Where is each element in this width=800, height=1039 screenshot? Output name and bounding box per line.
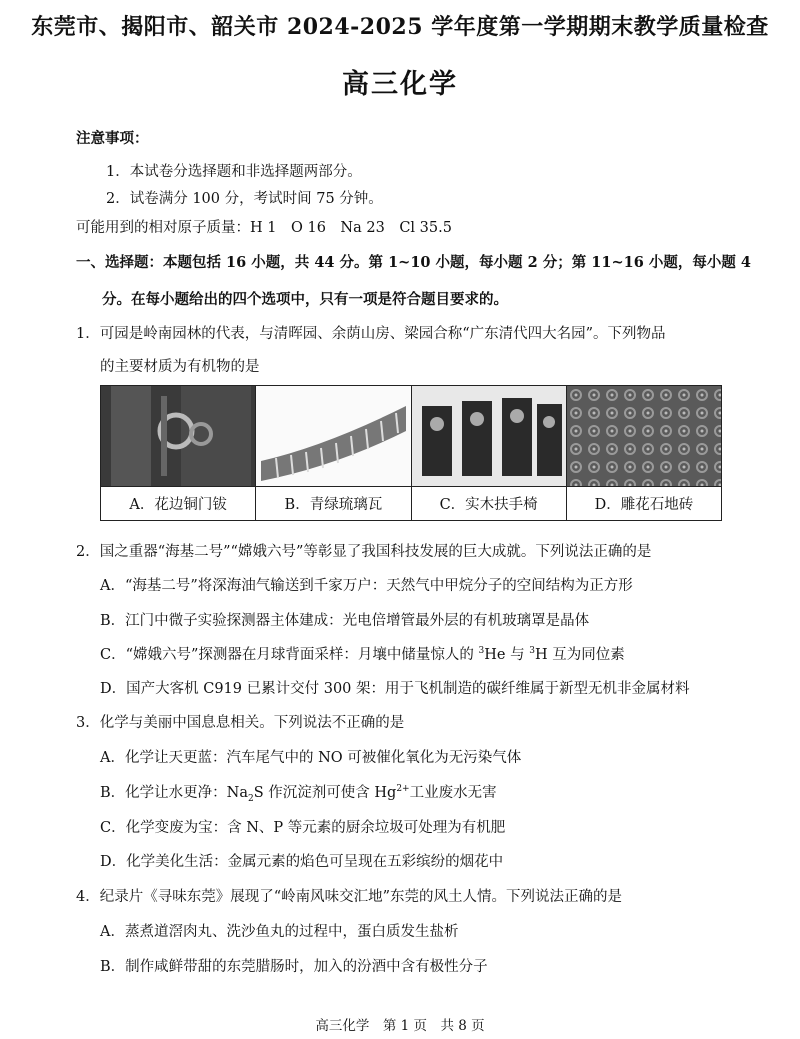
q1-option-d-label: D．雕花石地砖: [594, 497, 694, 513]
subject-title: 高三化学: [342, 69, 458, 100]
q1-stem-line1: 1．可园是岭南园林的代表，与清晖园、余荫山房、梁园合称“广东清代四大名园”。下列物品: [76, 326, 666, 342]
q1-option-b-cell: [256, 386, 411, 520]
q2-option-b: B．江门中微子实验探测器主体建成：光电倍增管最外层的有机玻璃罩是晶体: [100, 613, 590, 629]
q2-option-c-text-3: H 互为同位素: [534, 647, 625, 663]
q2-stem: 2．国之重器“海基二号”“嫦娥六号”等彰显了我国科技发展的巨大成就。下列说法正确的是: [76, 544, 652, 560]
q3-option-d: D．化学美化生活：金属元素的焰色可呈现在五彩缤纷的烟花中: [100, 854, 504, 870]
q2-option-a: A．“海基二号”将深海油气输送到千家万户：天然气中甲烷分子的空间结构为正方形: [100, 578, 633, 594]
q3-option-c: C．化学变废为宝：含 N、P 等元素的厨余垃圾可处理为有机肥: [100, 820, 506, 836]
wooden-armchair-image: [412, 386, 566, 487]
q1-stem-line2: 的主要材质为有机物的是: [100, 359, 260, 375]
q1-option-c-cell: [412, 386, 567, 520]
section-heading-line2: 分。在每小题给出的四个选项中，只有一项是符合题目要求的。: [102, 291, 508, 308]
notice-heading: 注意事项：: [76, 130, 149, 147]
q2-option-c-sup-1: 3: [478, 646, 485, 657]
bronze-door-knocker-image: [101, 386, 255, 487]
q3-option-b-text-1: B．化学让水更净：Na: [100, 785, 248, 801]
q1-option-b-label: B．青绿琉璃瓦: [284, 497, 383, 513]
q4-option-b: B．制作咸鲜带甜的东莞腊肠时，加入的汾酒中含有极性分子: [100, 959, 488, 975]
q2-option-c: [100, 643, 625, 664]
q4-stem: 4．纪录片《寻味东莞》展现了“岭南风味交汇地”东莞的风土人情。下列说法正确的是: [76, 889, 623, 905]
section-heading-line1: 一、选择题：本题包括 16 小题，共 44 分。第 1~10 小题，每小题 2 分；第 11~16 小题，每小题 4: [76, 254, 751, 271]
q2-option-c-text-2: He 与: [484, 647, 530, 663]
q2-option-d: D．国产大客机 C919 已累计交付 300 架：用于飞机制造的碳纤维属于新型无机非金属材料: [100, 681, 690, 697]
q3-option-b-text-2: S 作沉淀剂可使含 Hg: [253, 785, 397, 801]
q1-option-a-cell: [101, 386, 256, 520]
page-footer: 高三化学 第 1 页 共 8 页: [315, 1018, 485, 1034]
q1-image-table: [100, 385, 722, 521]
notice-item-1: 1．本试卷分选择题和非选择题两部分。: [106, 164, 362, 180]
notice-item-2: 2．试卷满分 100 分，考试时间 75 分钟。: [106, 191, 383, 207]
q3-option-b-text-3: 工业废水无害: [409, 785, 497, 801]
glazed-tile-image: [256, 386, 410, 487]
exam-title: 东莞市、揭阳市、韶关市 2024-2025 学年度第一学期期末教学质量检查: [31, 14, 769, 40]
carved-stone-tile-image: [567, 386, 721, 487]
q2-option-c-sup-2: 3: [529, 646, 535, 657]
q4-option-a: A．蒸煮道滘肉丸、洗沙鱼丸的过程中，蛋白质发生盐析: [100, 924, 459, 940]
q3-option-b: [100, 781, 497, 804]
q1-option-d-cell: [567, 386, 721, 520]
q2-option-c-text-1: C．“嫦娥六号”探测器在月球背面采样：月壤中储量惊人的: [100, 647, 479, 663]
q1-option-c-label: C．实木扶手椅: [439, 497, 538, 513]
q3-option-b-sub: 2: [248, 793, 254, 804]
q3-option-a: A．化学让天更蓝：汽车尾气中的 NO 可被催化氧化为无污染气体: [100, 750, 522, 766]
q1-option-a-label: A．花边铜门钹: [129, 497, 227, 513]
q3-option-b-sup: 2+: [396, 784, 410, 795]
atomic-masses: 可能用到的相对原子质量：H 1 O 16 Na 23 Cl 35.5: [76, 220, 452, 236]
q3-stem: 3．化学与美丽中国息息相关。下列说法不正确的是: [76, 715, 405, 731]
